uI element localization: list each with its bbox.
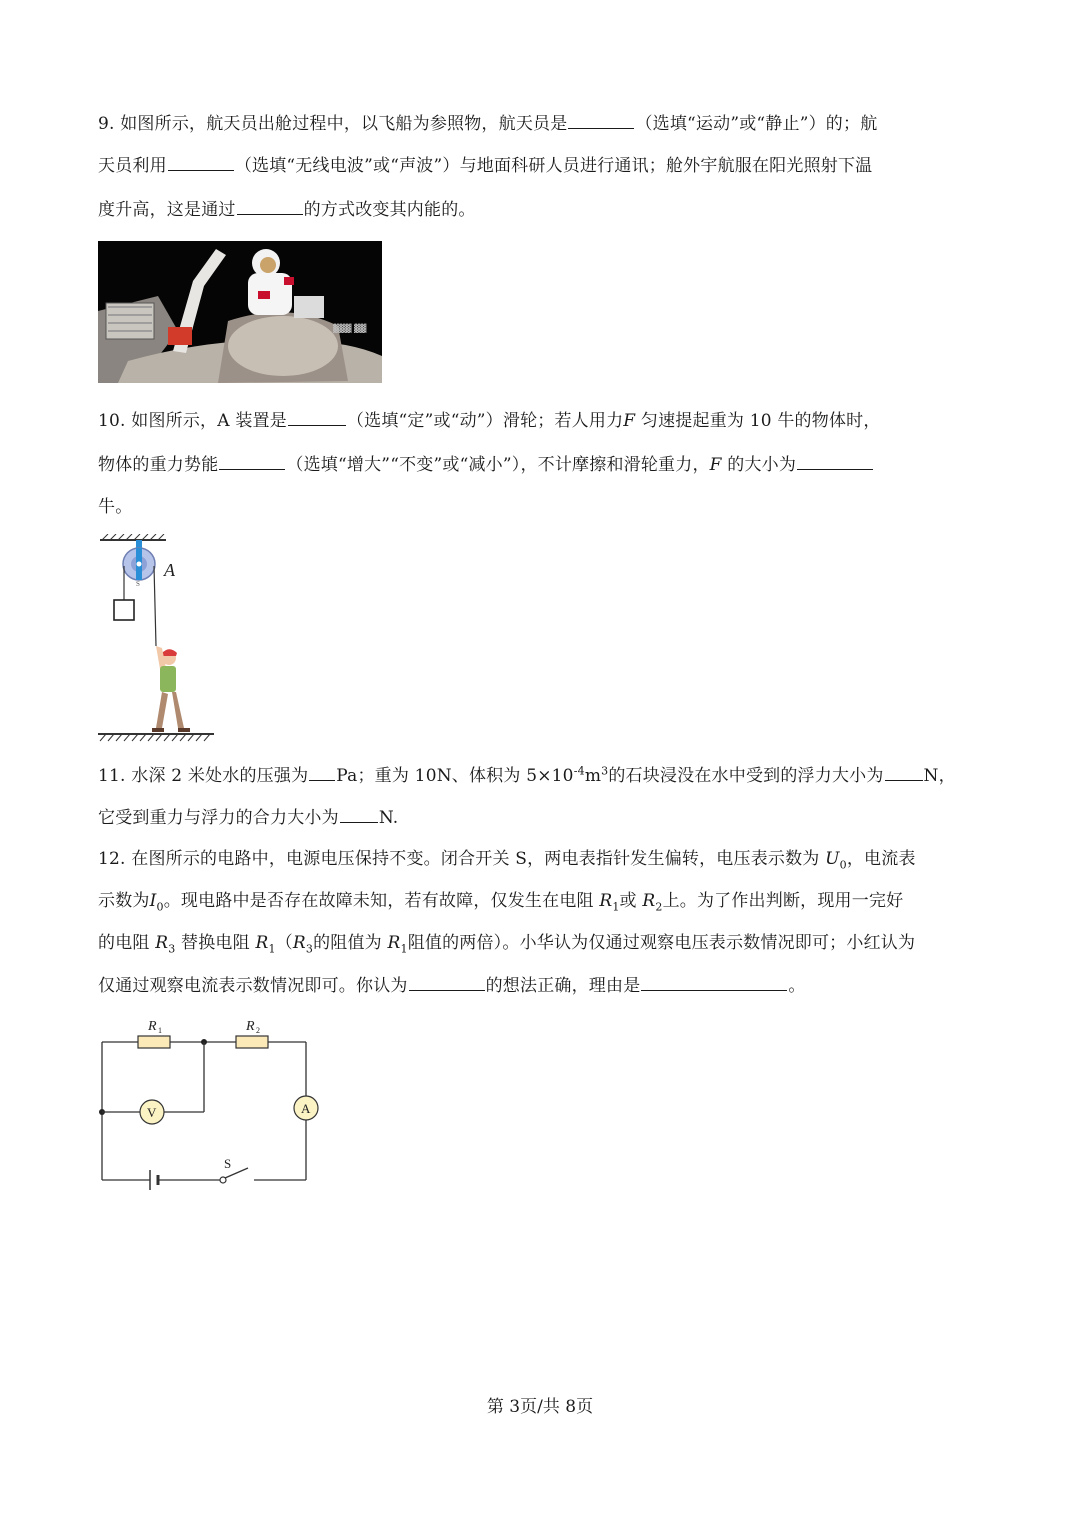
switch-label: S (224, 1156, 232, 1171)
svg-text:▓▓▓ ▓▓: ▓▓▓ ▓▓ (333, 324, 367, 333)
pulley-figure (96, 534, 216, 742)
q12-line-3: 的电阻 $R_3$ 替换电阻 $R_1(R_3$的阻值为 $R_1$阻值的两倍）。小华认为仅通过观察电压表示数情况即可；小红认为 (98, 933, 916, 956)
q10-line-1: 10. 如图所示，A 装置是 （选填“定”或“动”）滑轮；若人用力F 匀速提起重为 10 牛的物体时， (98, 407, 984, 434)
page-footer: 第 3页/共 8页 (486, 1397, 594, 1417)
blank (409, 972, 485, 991)
blank (340, 804, 378, 823)
blank (237, 196, 303, 215)
label-r2: R (246, 1019, 255, 1034)
q10-line-3: 牛。 (98, 497, 133, 517)
blank (797, 451, 873, 470)
label-r1-sub: 1 (158, 1026, 162, 1035)
q10-line-2: 物体的重力势能 （选填“增大”“不变”或“减小”），不计摩擦和滑轮重力，F 的大小为 (98, 451, 984, 478)
circuit-diagram (94, 1012, 324, 1198)
voltmeter-label: V (147, 1105, 157, 1120)
q9-line-1: 9. 如图所示，航天员出舱过程中，以飞船为参照物，航天员是 （选填“运动”或“静止”）的；航 (98, 110, 984, 137)
q9-line-2: 天员利用 （选填“无线电波”或“声波”）与地面科研人员进行通讯；舱外宇航服在阳光照射下温 (98, 152, 984, 179)
resistor-r1 (138, 1036, 170, 1048)
blank (288, 407, 346, 426)
blank (641, 972, 787, 991)
q12-line-2: 示数为$I_0$。现电路中是否存在故障未知，若有故障，仅发生在电阻 $R_1$或 $R_2$上。为了作出判断，现用一完好 (98, 891, 904, 914)
label-r2-sub: 2 (256, 1026, 260, 1035)
pulley-label-a: A (164, 560, 175, 580)
blank (168, 152, 234, 171)
blank (219, 451, 285, 470)
q11-line-2: 它受到重力与浮力的合力大小为 N. (98, 804, 984, 831)
label-r1: R (148, 1019, 157, 1034)
q9-line-3: 度升高，这是通过 的方式改变其内能的。 (98, 196, 984, 223)
blank (885, 762, 923, 781)
astronaut-photo (98, 241, 382, 383)
pulley-label-s: S (136, 580, 140, 588)
q11-line-1: 11. 水深 2 米处水的压强为 Pa；重为 10N、体积为 $5\times 10^{-4}m^3$的石块浸没在水中受到的浮力大小为 N， (98, 762, 984, 789)
blank (309, 762, 335, 781)
q12-line-1: 12. 在图所示的电路中，电源电压保持不变。闭合开关 S，两电表指针发生偏转，电压表示数为 $U_0$，电流表 (98, 849, 916, 872)
resistor-r2 (236, 1036, 268, 1048)
blank (568, 110, 634, 129)
ammeter-label: A (301, 1101, 311, 1116)
q12-line-4: 仅通过观察电流表示数情况即可。你认为 的想法正确，理由是 。 (98, 972, 984, 999)
